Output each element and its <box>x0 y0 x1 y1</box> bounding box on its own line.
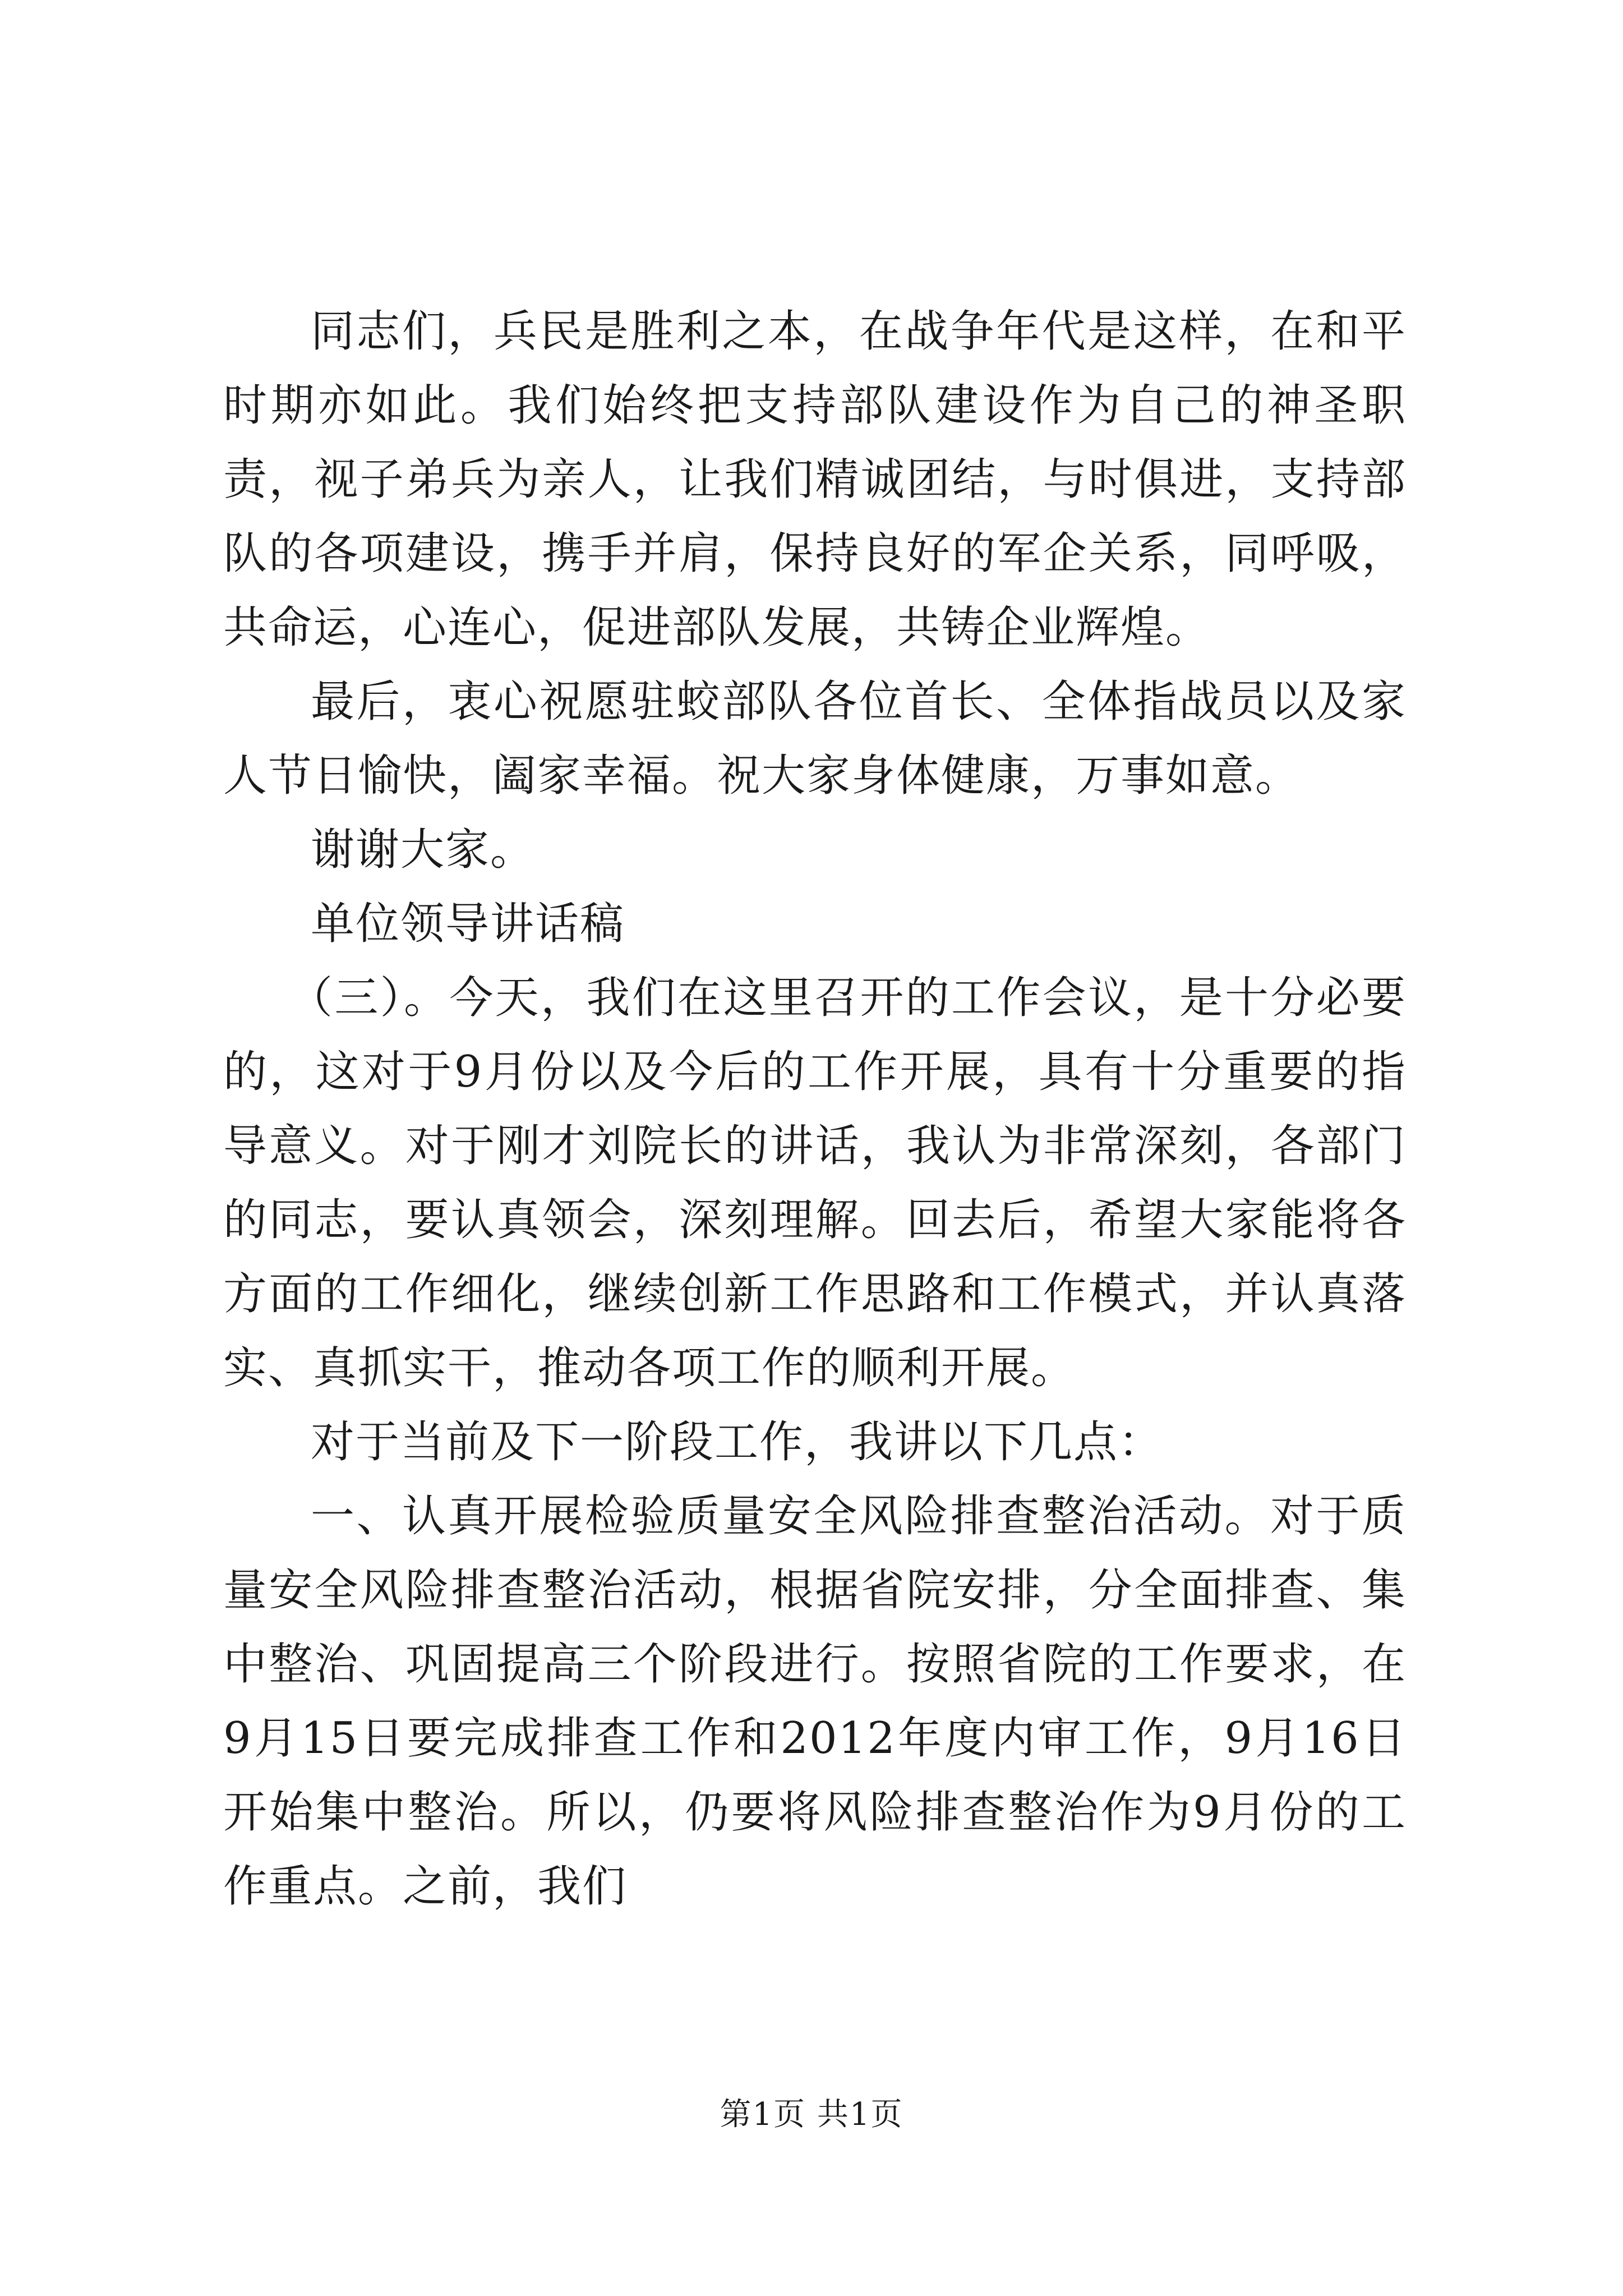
paragraph-points-lead: 对于当前及下一阶段工作，我讲以下几点： <box>311 1417 1164 1467</box>
paragraph-closing-appeal: 同志们，兵民是胜利之本，在战争年代是这样，在和平时期亦如此。我们始终把支持部队建设作为自己的神圣职责，视子弟兵为亲人，让我们精诚团结，与时俱进，支持部队的各项建设，携手并肩，保持良好的军企关系，同呼吸，共命运，心连心，促进部队发展，共铸企业辉煌。 <box>223 306 1407 653</box>
paragraph-meeting-intro: （三）。今天，我们在这里召开的工作会议，是十分必要的，这对于9月份以及今后的工作开展，具有十分重要的指导意义。对于刚才刘院长的讲话，我认为非常深刻，各部门的同志，要认真领会，深刻理解。回去后，希望大家能将各方面的工作细化，继续创新工作思路和工作模式，并认真落实、真抓实干，推动各项工作的顺利开展。 <box>223 973 1407 1393</box>
paragraph-point-one: 一、认真开展检验质量安全风险排查整治活动。对于质量安全风险排查整治活动，根据省院安排，分全面排查、集中整治、巩固提高三个阶段进行。按照省院的工作要求，在9月15日要完成排查工作和2012年度内审工作，9月16日开始集中整治。所以，仍要将风险排查整治作为9月份的工作重点。之前，我们 <box>223 1491 1407 1912</box>
section-heading: 单位领导讲话稿 <box>311 899 625 949</box>
paragraph-thanks: 谢谢大家。 <box>311 825 536 875</box>
paragraph-wishes: 最后，衷心祝愿驻蛟部队各位首长、全体指战员以及家人节日愉快，阖家幸福。祝大家身体健康，万事如意。 <box>223 677 1407 801</box>
document-body <box>223 295 1407 1924</box>
page-footer: 第1页 共1页 <box>720 2096 903 2133</box>
